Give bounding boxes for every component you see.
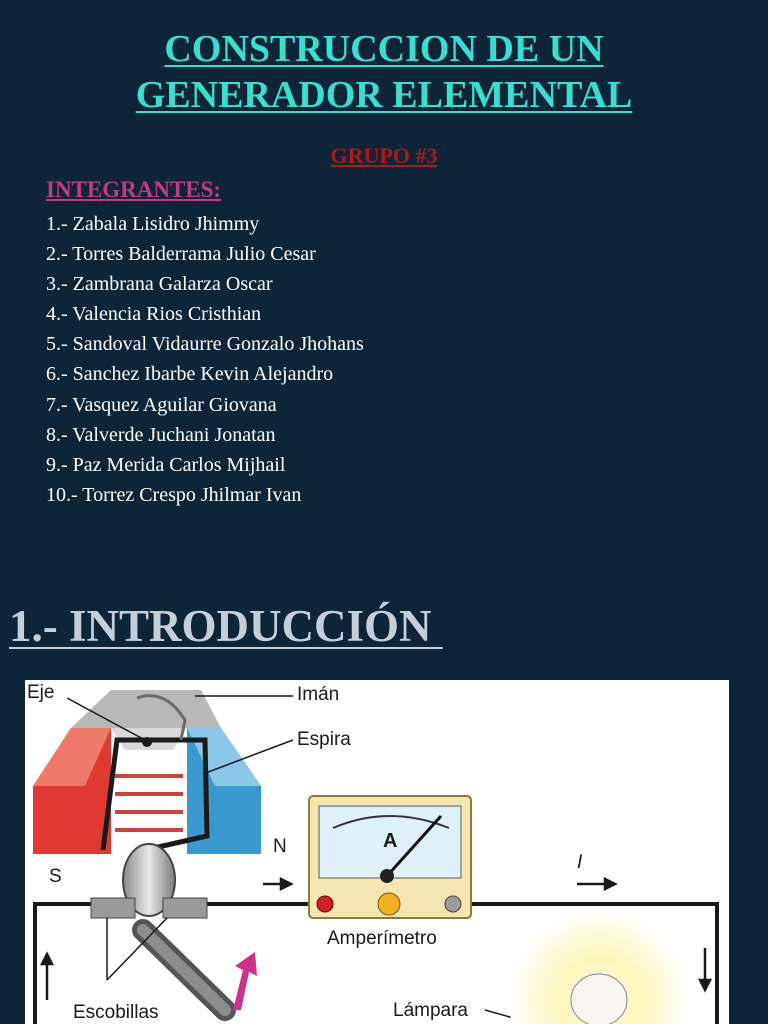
label-escobillas: Escobillas (73, 1002, 159, 1023)
page-title (0, 26, 768, 118)
brush-left (91, 898, 135, 918)
member-item: 4.- Valencia Rios Cristhian (46, 303, 262, 326)
ammeter-terminal-red (317, 896, 333, 912)
ammeter-terminal-gray (445, 896, 461, 912)
member-item: 2.- Torres Balderrama Julio Cesar (46, 243, 316, 266)
label-iman: Imán (297, 684, 340, 705)
member-item: 5.- Sandoval Vidaurre Gonzalo Jhohans (46, 333, 364, 356)
label-s-pole: S (49, 866, 62, 887)
generator-illustration (25, 680, 729, 1024)
member-item: 1.- Zabala Lisidro Jhimmy (46, 213, 260, 235)
label-espira: Espira (297, 729, 351, 750)
member-item: 6.- Sanchez Ibarbe Kevin Alejandro (46, 363, 334, 386)
label-lampara: Lámpara (393, 1000, 468, 1021)
ammeter-letter: A (383, 830, 398, 852)
label-eje: Eje (27, 682, 55, 703)
label-current: I (577, 852, 583, 873)
field-lines (115, 776, 183, 830)
lamp-bulb (571, 974, 627, 1024)
member-item: 10.- Torrez Crespo Jhilmar Ivan (46, 483, 302, 506)
label-n-pole: N (273, 836, 287, 857)
ammeter-knob (378, 893, 400, 915)
rotation-arrow (233, 952, 257, 1010)
group-label: GRUPO #3 (330, 143, 438, 168)
title-line-2: GENERADOR ELEMENTAL (135, 74, 633, 116)
section-heading: 1.- INTRODUCCIÓN (9, 601, 443, 651)
generator-diagram (25, 680, 729, 1024)
member-item: 8.- Valverde Juchani Jonatan (46, 423, 276, 446)
member-item: 9.- Paz Merida Carlos Mijhail (46, 453, 286, 476)
member-item: 7.- Vasquez Aguilar Giovana (46, 393, 277, 416)
label-amperimetro: Amperímetro (327, 928, 437, 949)
title-line-1: CONSTRUCCION DE UN (164, 28, 604, 70)
members-heading: INTEGRANTES: (46, 177, 222, 202)
member-item: 3.- Zambrana Galarza Oscar (46, 273, 273, 296)
brush-right (163, 898, 207, 918)
members-list (46, 209, 364, 510)
